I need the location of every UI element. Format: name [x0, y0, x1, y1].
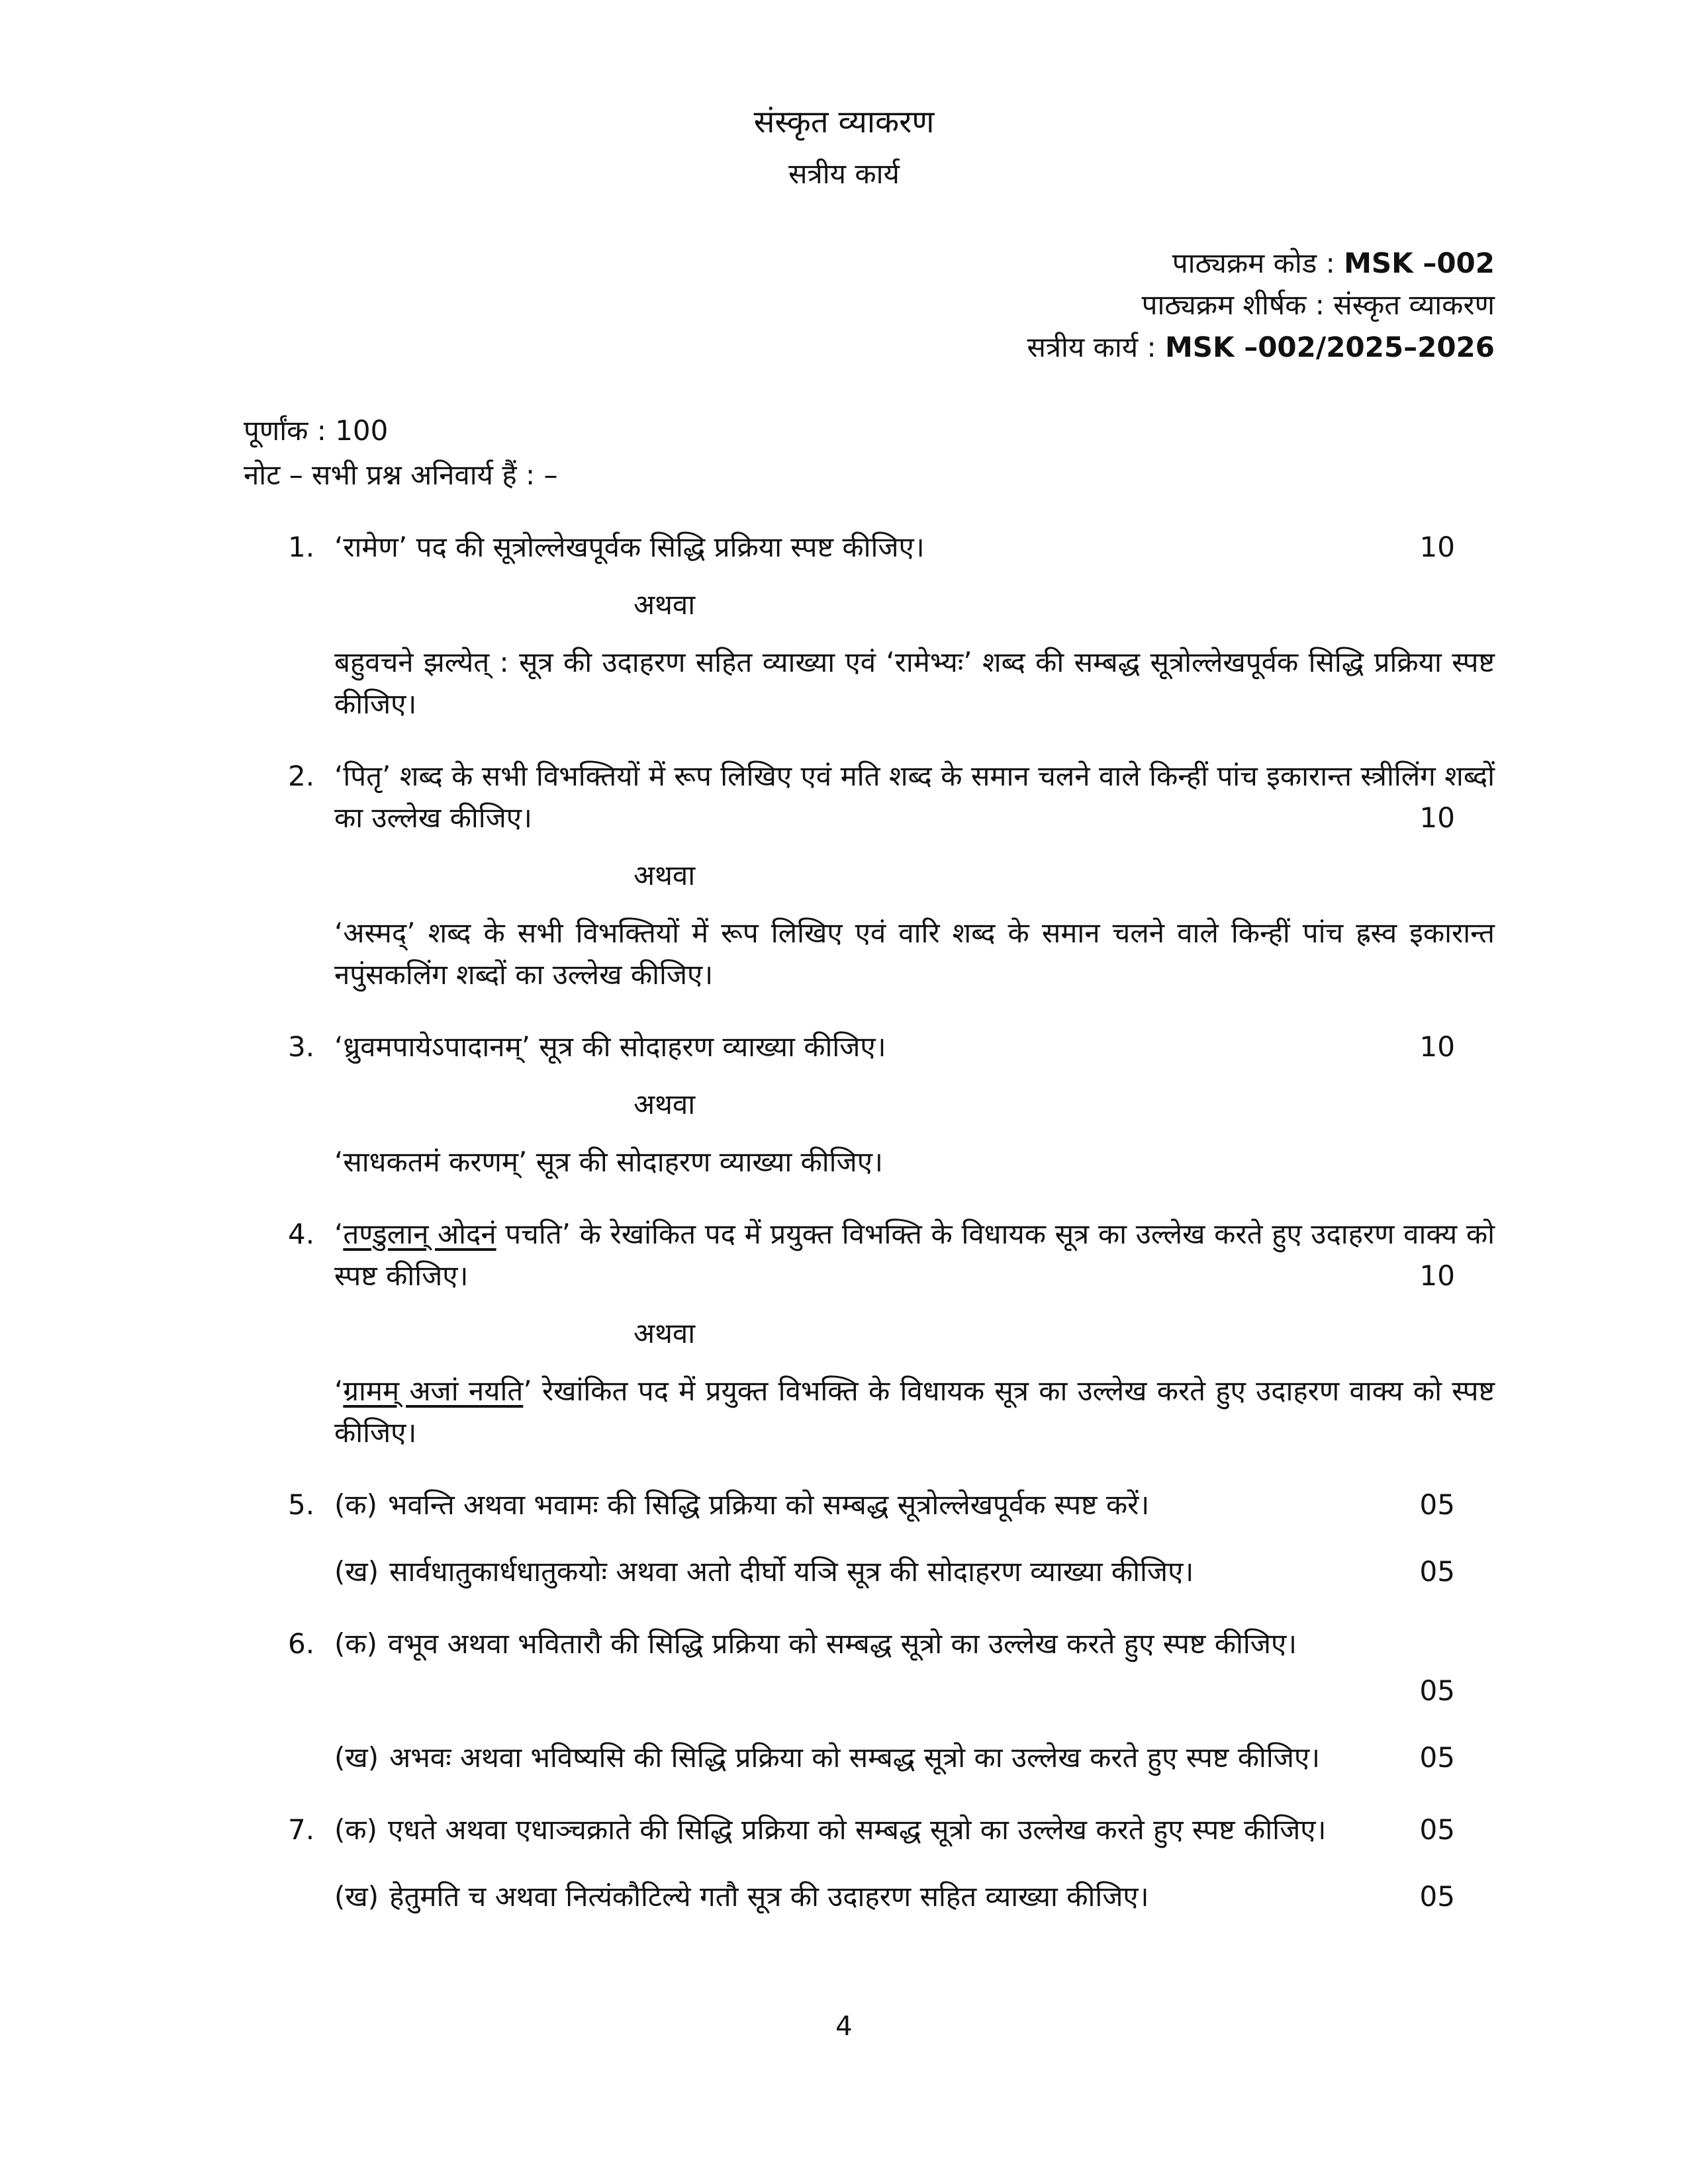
question-alt-text: ‘अस्मद्’ शब्द के सभी विभक्तियों में रूप लिखिए एवं वारि शब्द के समान चलने वाले किन्हीं पांच ह्रस्व इकारान्त नपुंसकलिंग शब्दों का उल्लेख कीजिए।: [334, 916, 1495, 991]
part-label: (ख): [334, 1880, 379, 1913]
underlined-phrase: तण्डुलान् ओदनं: [343, 1217, 496, 1250]
question-main-text: ‘पितृ’ शब्द के सभी विभक्तियों में रूप लिखिए एवं मति शब्द के समान चलने वाले किन्हीं पांच इकारान्त स्त्रीलिंग शब्दों का उल्लेख कीजिए।: [334, 759, 1495, 834]
session-value: MSK –002/2025–2026: [1164, 331, 1495, 364]
question-number: 1.: [288, 530, 315, 563]
or-label: अथवा: [633, 1087, 696, 1120]
session-label: सत्रीय कार्य :: [1027, 331, 1165, 364]
question-number: 5.: [288, 1488, 315, 1521]
question-part-a: [334, 1809, 1495, 1850]
question-body: [334, 526, 1495, 725]
max-marks: पूर्णांक : 100: [244, 414, 389, 447]
page-subtitle: सत्रीय कार्य: [788, 157, 900, 190]
course-code-label: पाठ्यक्रम कोड :: [1172, 246, 1344, 279]
part-label: (ख): [334, 1741, 379, 1774]
question-3: [288, 1026, 1495, 1183]
marks-value: 05: [1419, 1555, 1455, 1588]
question-number: 7.: [288, 1813, 315, 1846]
question-text: [334, 755, 1495, 839]
question-part-b: [334, 1876, 1495, 1917]
quote-open: ‘: [334, 1217, 344, 1250]
part-text: अभवः अथवा भविष्यसि की सिद्धि प्रक्रिया को सम्बद्ध सूत्रो का उल्लेख करते हुए स्पष्ट कीजिए।: [389, 1741, 1321, 1774]
part-label: (ख): [334, 1555, 379, 1588]
part-text: एधते अथवा एधाञ्चक्राते की सिद्धि प्रक्रिया को सम्बद्ध सूत्रो का उल्लेख करते हुए स्पष्ट कीजिए।: [388, 1813, 1327, 1846]
question-body: [334, 1026, 1495, 1183]
question-part-a: [334, 1623, 1495, 1664]
marks-value: 10: [1419, 1030, 1455, 1063]
page-footer: [0, 2007, 1688, 2046]
question-4: [288, 1213, 1495, 1453]
course-code-line: [0, 242, 1495, 285]
part-text: हेतुमति च अथवा नित्यंकौटिल्ये गतौ सूत्र की उदाहरण सहित व्याख्या कीजिए।: [389, 1880, 1149, 1913]
question-text: [334, 1026, 1495, 1068]
marks-value: 05: [1419, 1741, 1455, 1774]
part-text: सार्वधातुकार्धधातुकयोः अथवा अतो दीर्घो यञि सूत्र की सोदाहरण व्याख्या कीजिए।: [389, 1555, 1194, 1588]
note: नोट – सभी प्रश्न अनिवार्य हैं : –: [244, 458, 558, 491]
course-info-block: [0, 242, 1688, 369]
question-alt-rest: ’ रेखांकित पद में प्रयुक्त विभक्ति के विधायक सूत्र का उल्लेख करते हुए उदाहरण वाक्य को स्पष्ट कीजिए।: [334, 1374, 1495, 1449]
or-label: अथवा: [633, 858, 696, 891]
question-2: [288, 755, 1495, 995]
question-number: 2.: [288, 759, 315, 792]
question-alt-text: ‘साधकतमं करणम्’ सूत्र की सोदाहरण व्याख्या कीजिए।: [334, 1145, 883, 1178]
question-body: [334, 755, 1495, 995]
question-1: [288, 526, 1495, 725]
underlined-phrase: ग्रामम् अजां नयति: [343, 1374, 524, 1407]
question-7: [288, 1809, 1495, 1917]
question-main-text: ‘ध्रुवमपायेऽपादानम्’ सूत्र की सोदाहरण व्याख्या कीजिए।: [334, 1030, 886, 1063]
document-header: [0, 0, 1688, 195]
page-number: 4: [835, 2011, 853, 2042]
question-number: 6.: [288, 1627, 315, 1660]
question-text: [334, 526, 1495, 568]
question-number: 3.: [288, 1030, 315, 1063]
question-body: [334, 1809, 1495, 1917]
meta-block: [244, 410, 1495, 496]
question-alt-text: [334, 1370, 1495, 1453]
or-label: अथवा: [633, 1316, 696, 1349]
course-code-value: MSK –002: [1344, 246, 1495, 279]
question-body: [334, 1484, 1495, 1592]
marks-value: 10: [1419, 1259, 1455, 1292]
session-line: [0, 326, 1495, 369]
question-part-b: [334, 1551, 1495, 1592]
question-part-a: [334, 1484, 1495, 1525]
question-part-b: [334, 1737, 1495, 1778]
part-label: (क): [334, 1627, 378, 1660]
question-text: [334, 1213, 1495, 1297]
document-content: [0, 410, 1688, 1917]
part-text: भवन्ति अथवा भवामः की सिद्धि प्रक्रिया को सम्बद्ध सूत्रोल्लेखपूर्वक स्पष्ट करें।: [388, 1488, 1150, 1521]
question-6: [288, 1623, 1495, 1778]
part-text: वभूव अथवा भवितारौ की सिद्धि प्रक्रिया को सम्बद्ध सूत्रो का उल्लेख करते हुए स्पष्ट कीजिए।: [388, 1627, 1297, 1660]
course-title-line: पाठ्यक्रम शीर्षक : संस्कृत व्याकरण: [1141, 289, 1495, 322]
question-main-text: पचति’ के रेखांकित पद में प्रयुक्त विभक्ति के विधायक सूत्र का उल्लेख करते हुए उदाहरण वाक्य को स्पष्ट कीजिए।: [334, 1217, 1495, 1292]
question-body: [334, 1623, 1495, 1778]
marks-value: 05: [1419, 1674, 1455, 1707]
marks-value: 05: [1419, 1880, 1455, 1913]
marks-value: 10: [1419, 801, 1455, 834]
question-number: 4.: [288, 1217, 315, 1250]
or-label: अथवा: [633, 588, 696, 621]
marks-value: 05: [1419, 1813, 1455, 1846]
question-alt-text: बहुवचने झल्येत् : सूत्र की उदाहरण सहित व्याख्या एवं ‘रामेभ्यः’ शब्द की सम्बद्ध सूत्रोल्लेखपूर्वक सिद्धि प्रक्रिया स्पष्ट कीजिए।: [334, 645, 1495, 720]
part-label: (क): [334, 1488, 378, 1521]
page-title: संस्कृत व्याकरण: [753, 104, 935, 140]
question-body: [334, 1213, 1495, 1453]
part-label: (क): [334, 1813, 378, 1846]
question-main-text: ‘रामेण’ पद की सूत्रोल्लेखपूर्वक सिद्धि प्रक्रिया स्पष्ट कीजिए।: [334, 530, 925, 563]
marks-value: 10: [1419, 530, 1455, 563]
marks-value: 05: [1419, 1488, 1455, 1521]
questions-list: [288, 526, 1495, 1917]
question-5: [288, 1484, 1495, 1592]
quote-open: ‘: [334, 1374, 344, 1407]
